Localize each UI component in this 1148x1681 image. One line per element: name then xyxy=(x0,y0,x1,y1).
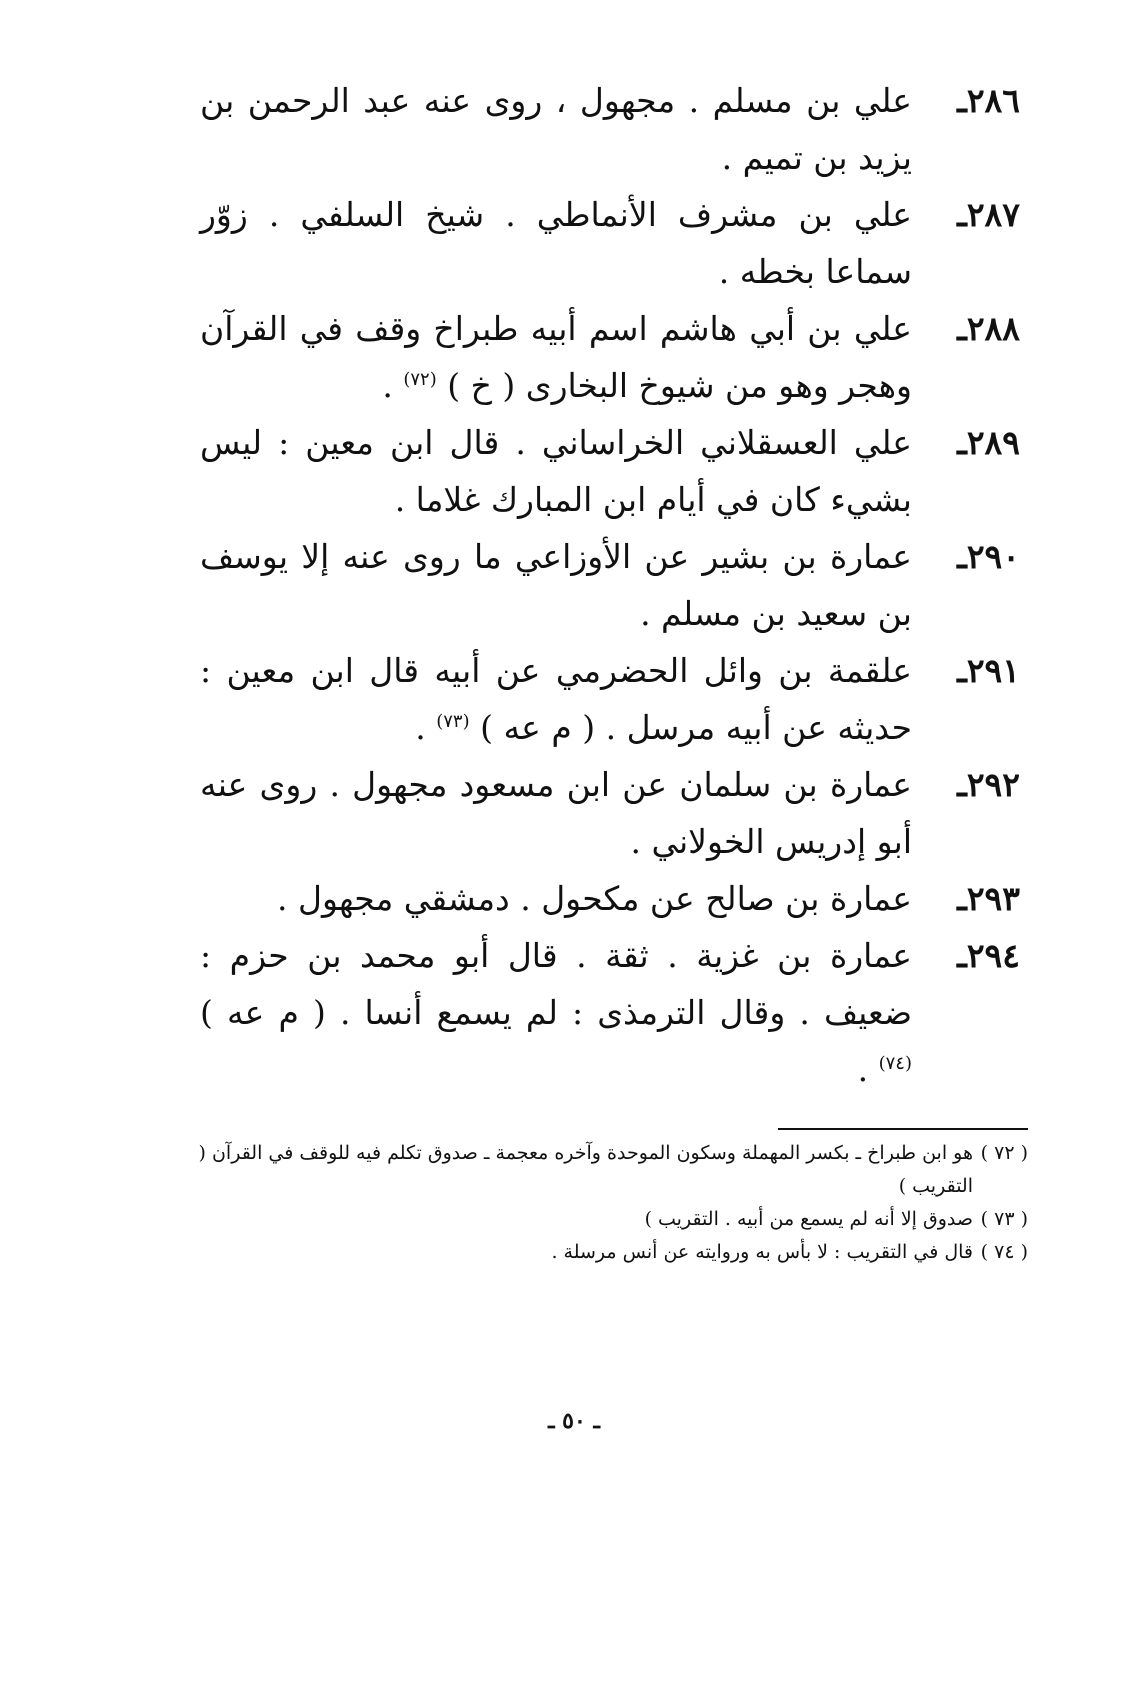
entry-text: عمارة بن بشير عن الأوزاعي ما روى عنه إلا يوسف بن سعيد بن مسلم . xyxy=(200,537,912,633)
entry-text: علي العسقلاني الخراساني . قال ابن معين : ليس بشيء كان في أيام ابن المبارك غلاما . xyxy=(200,423,912,519)
entry-text: علي بن مسلم . مجهول ، روى عنه عبد الرحمن بن يزيد بن تميم . xyxy=(200,81,912,177)
entry-text: علي بن مشرف الأنماطي . شيخ السلفي . زوّر سماعا بخطه . xyxy=(200,195,912,291)
entry-number: ٢٩٢ـ xyxy=(957,765,1020,804)
entry xyxy=(200,756,1020,870)
entry-number: ٢٩٣ـ xyxy=(957,879,1020,918)
entry-text: علي بن أبي هاشم اسم أبيه طبراخ وقف في القرآن وهجر وهو من شيوخ البخارى ( خ ) $^{(٧٢)}$ . xyxy=(200,309,912,405)
entry xyxy=(200,642,1020,756)
footnote-reference[interactable]: (٧٤) xyxy=(878,1053,912,1074)
footnotes xyxy=(190,1137,1028,1269)
entry-number: ٢٨٧ـ xyxy=(957,195,1020,234)
entry-text: علقمة بن وائل الحضرمي عن أبيه قال ابن معين : حديثه عن أبيه مرسل . ( م عه ) $^{(٧٣)}$ . xyxy=(200,651,912,747)
footnote-text: صدوق إلا أنه لم يسمع من أبيه . التقريب ) xyxy=(644,1208,973,1230)
entry xyxy=(200,300,1020,414)
entry-text: عمارة بن صالح عن مكحول . دمشقي مجهول . xyxy=(277,879,912,918)
footnote-reference[interactable]: (٧٣) xyxy=(436,711,470,732)
footnote xyxy=(190,1236,1028,1269)
page-number: ـ ٥٠ ـ xyxy=(548,1408,600,1434)
entry xyxy=(200,528,1020,642)
entry-number: ٢٩١ـ xyxy=(957,651,1020,690)
footnote-text: هو ابن طبراخ ـ بكسر المهملة وسكون الموحدة وآخره معجمة ـ صدوق تكلم فيه للوقف في القرآن ( التقريب ) xyxy=(198,1142,973,1197)
footnote-reference[interactable]: (٧٢) xyxy=(403,369,437,390)
entry-text: عمارة بن سلمان عن ابن مسعود مجهول . روى عنه أبو إدريس الخولاني . xyxy=(200,765,912,861)
footnote xyxy=(190,1137,1028,1203)
entry xyxy=(200,414,1020,528)
entry-number: ٢٨٨ـ xyxy=(957,309,1020,348)
entry-number: ٢٨٩ـ xyxy=(957,423,1020,462)
footnote-number: ( ٧٣ ) xyxy=(980,1208,1028,1230)
entry xyxy=(200,870,1020,927)
entry-number: ٢٩٠ـ xyxy=(957,537,1020,576)
entry xyxy=(200,72,1020,186)
footnote xyxy=(190,1203,1028,1236)
entry xyxy=(200,186,1020,300)
footnote-number: ( ٧٤ ) xyxy=(980,1241,1028,1263)
entry-text: عمارة بن غزية . ثقة . قال أبو محمد بن حزم : ضعيف . وقال الترمذى : لم يسمع أنسا . ( م عه ) $^{(٧٤)}$ . xyxy=(200,936,912,1089)
footnote-separator xyxy=(778,1128,1028,1130)
entries-list xyxy=(200,72,1020,1098)
footnote-text: قال في التقريب : لا بأس به وروايته عن أنس مرسلة . xyxy=(551,1241,973,1263)
entry-number: ٢٨٦ـ xyxy=(957,81,1020,120)
entry xyxy=(200,927,1020,1098)
footnote-number: ( ٧٢ ) xyxy=(980,1142,1028,1164)
entry-number: ٢٩٤ـ xyxy=(957,936,1020,975)
